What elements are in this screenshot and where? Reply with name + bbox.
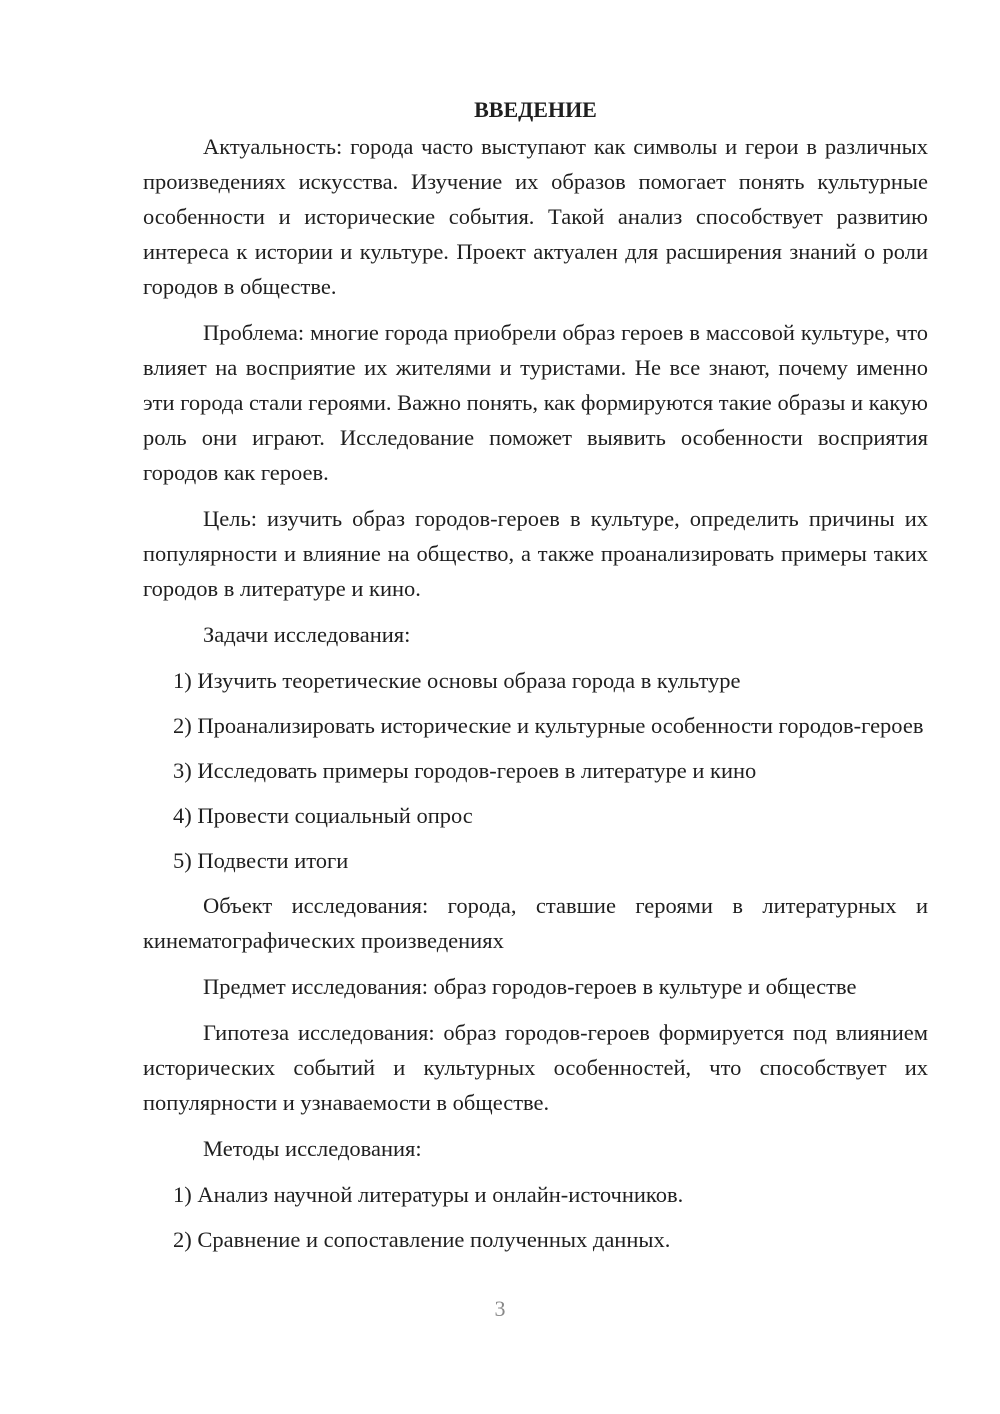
problem-paragraph: Проблема: многие города приобрели образ героев в массовой культуре, что влияет на восприятие их жителями и туристами. Не все знают, почему именно эти города стали героями. Важно понять, как формируются такие образы и какую роль они играют. Исследование поможет выявить особенности восприятия городов как героев. <box>143 320 928 485</box>
section-title: ВВЕДЕНИЕ <box>474 97 597 122</box>
hypothesis-paragraph: Гипотеза исследования: образ городов-героев формируется под влиянием исторических событий и культурных особенностей, что способствует их популярности и узнаваемости в обществе. <box>143 1020 928 1115</box>
task-item-2: 2) Проанализировать исторические и культурные особенности городов-героев <box>173 713 924 738</box>
task-item-4: 4) Провести социальный опрос <box>173 803 473 828</box>
goal-paragraph: Цель: изучить образ городов-героев в культуре, определить причины их популярности и влияние на общество, а также проанализировать примеры таких городов в литературе и кино. <box>143 506 928 601</box>
page-number: 3 <box>494 1296 506 1321</box>
method-item-1: 1) Анализ научной литературы и онлайн-источников. <box>173 1182 684 1207</box>
task-item-5: 5) Подвести итоги <box>173 848 349 873</box>
method-item-2: 2) Сравнение и сопоставление полученных данных. <box>173 1227 671 1252</box>
object-paragraph: Объект исследования: города, ставшие героями в литературных и кинематографических произведениях <box>143 893 928 953</box>
relevance-paragraph: Актуальность: города часто выступают как символы и герои в различных произведениях искусства. Изучение их образов помогает понять культурные особенности и исторические события. Такой анализ способствует развитию интереса к истории и культуре. Проект актуален для расширения знаний о роли городов в обществе. <box>143 134 928 299</box>
document-page <box>143 92 928 1267</box>
tasks-heading: Задачи исследования: <box>203 622 411 647</box>
subject-paragraph: Предмет исследования: образ городов-героев в культуре и обществе <box>203 974 857 999</box>
task-item-3: 3) Исследовать примеры городов-героев в литературе и кино <box>173 758 757 783</box>
task-item-1: 1) Изучить теоретические основы образа города в культуре <box>173 668 741 693</box>
methods-heading: Методы исследования: <box>203 1136 422 1161</box>
